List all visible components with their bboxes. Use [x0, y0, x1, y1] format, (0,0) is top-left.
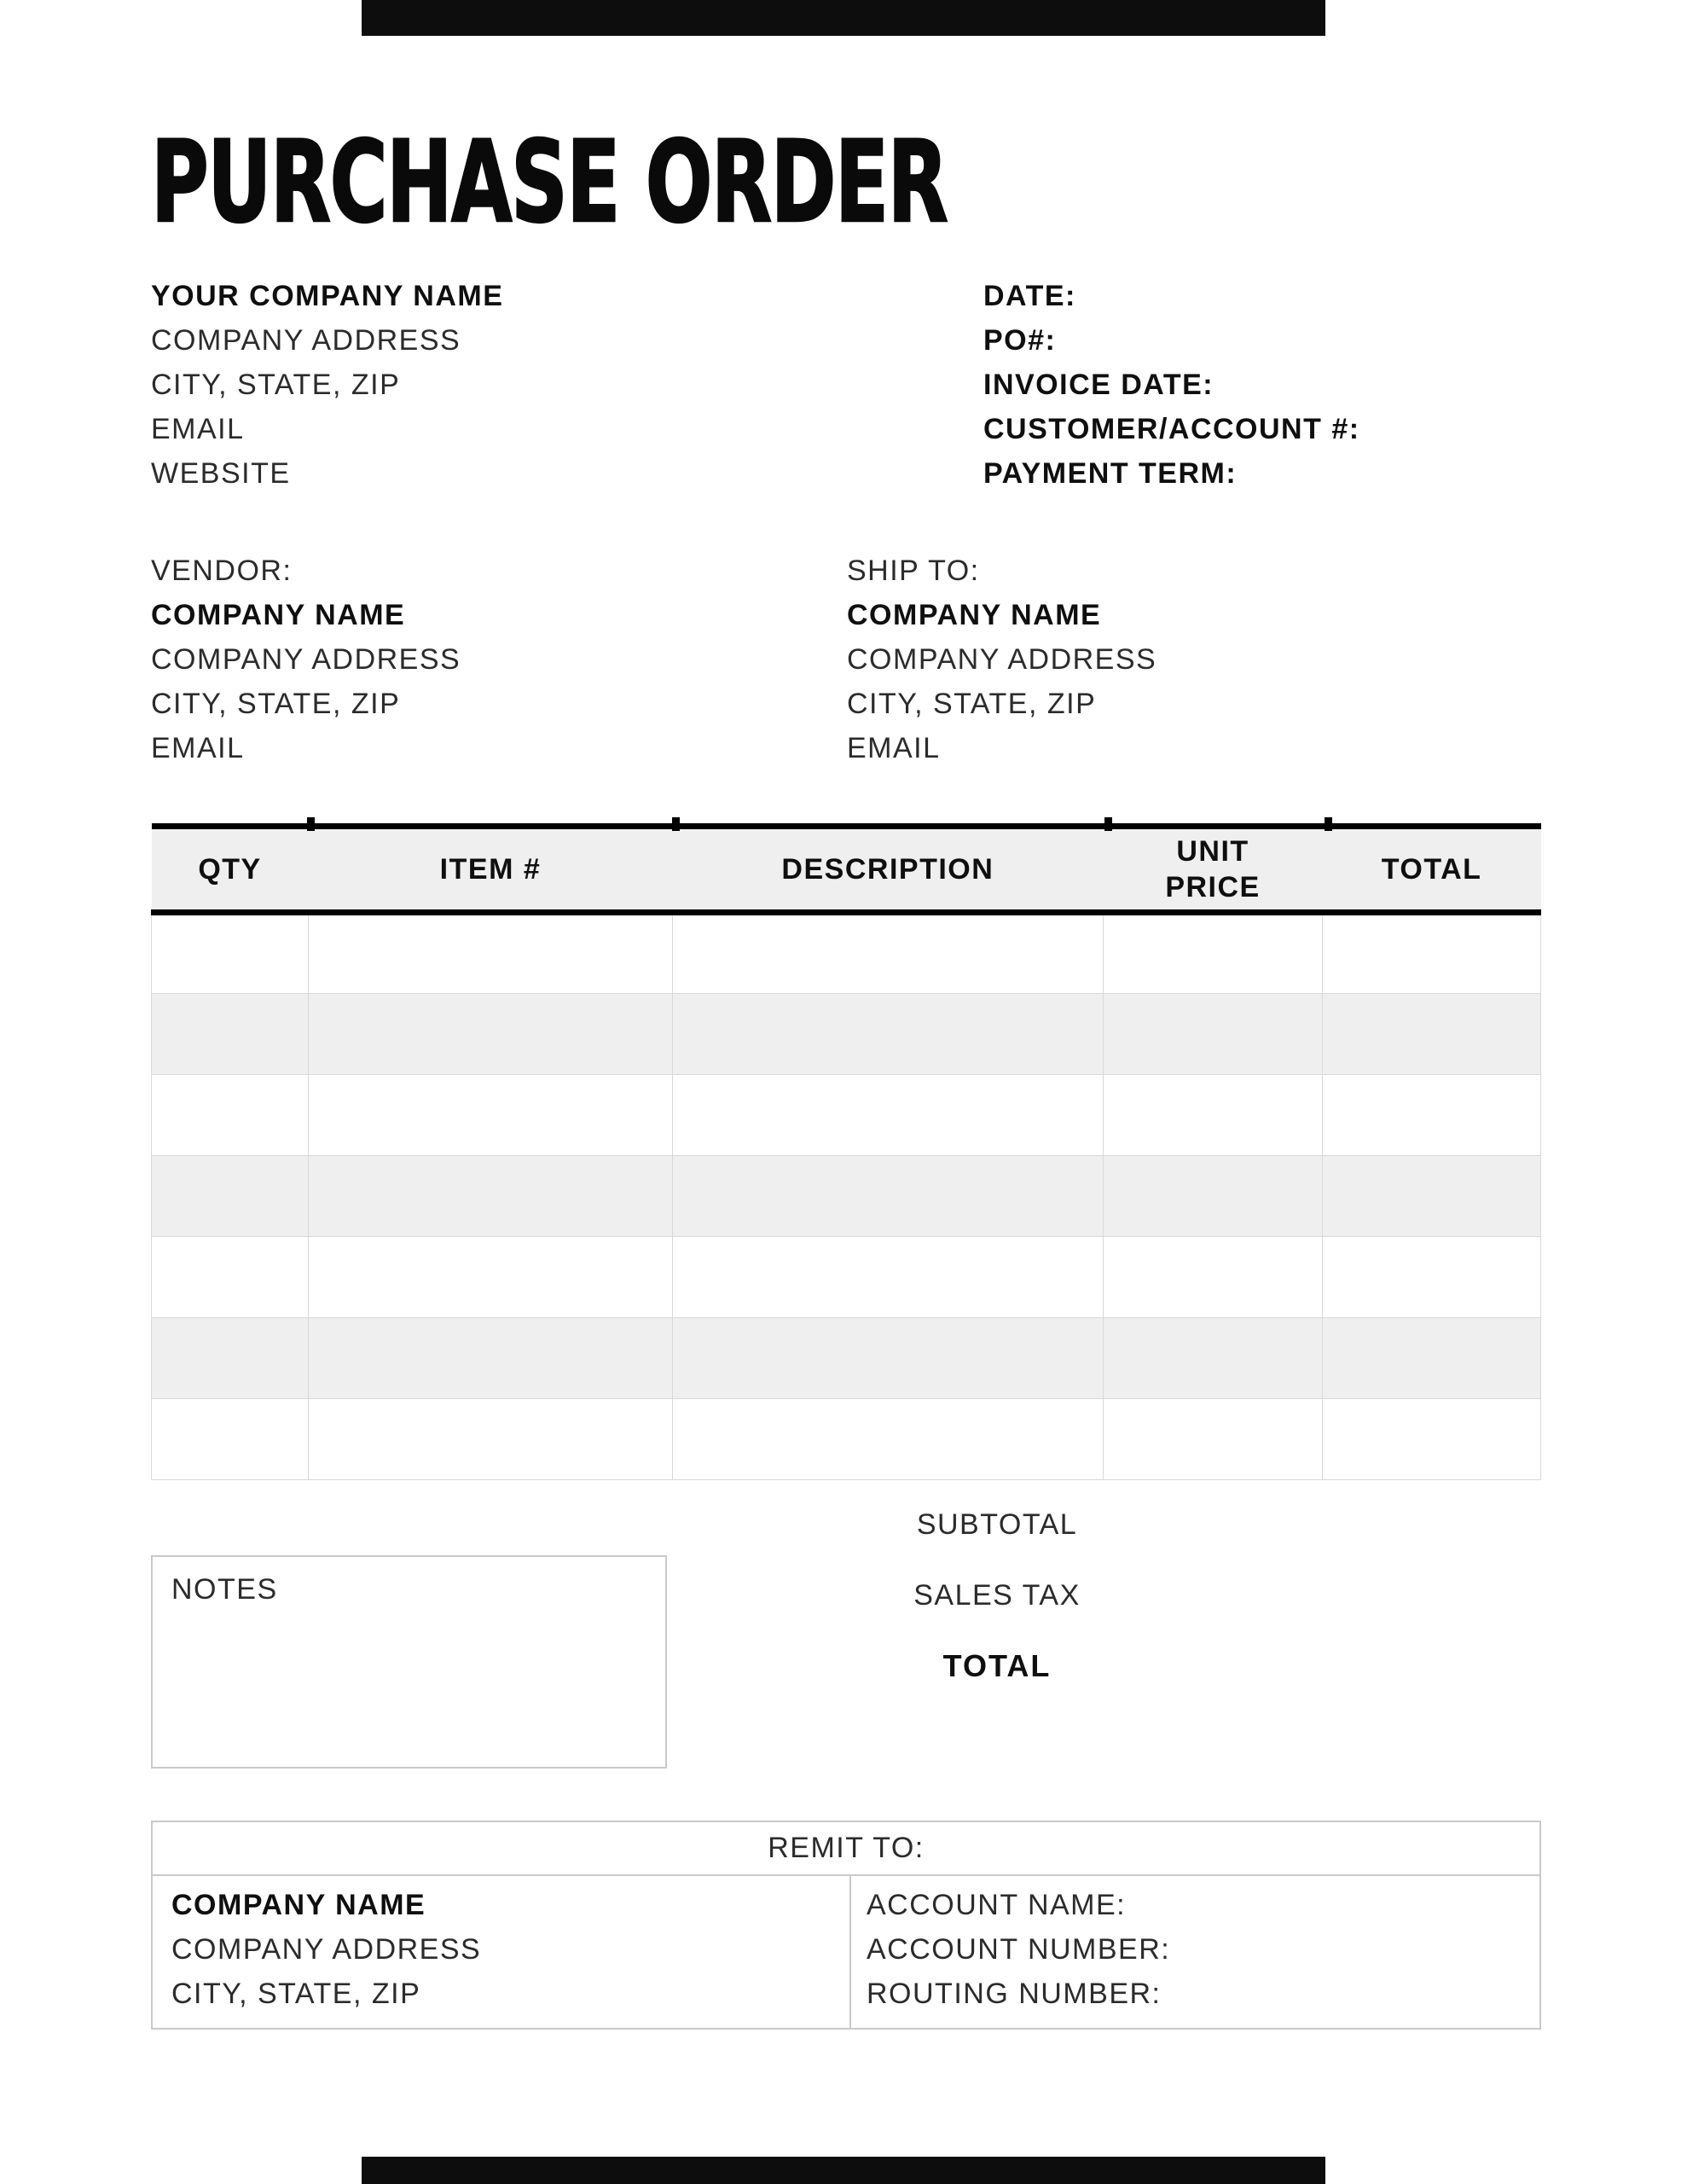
table-cell: [1323, 913, 1541, 994]
column-divider-tick: [307, 817, 315, 831]
subtotal-label: SUBTOTAL: [916, 1508, 1078, 1542]
table-cell: [1103, 913, 1322, 994]
table-cell: [152, 1156, 309, 1237]
table-row: [152, 1237, 1541, 1318]
ship-to-email: EMAIL: [847, 732, 941, 765]
table-cell: [1323, 994, 1541, 1075]
table-cell: [1103, 994, 1322, 1075]
table-cell: [152, 913, 309, 994]
column-divider-tick: [1104, 817, 1112, 831]
column-header: UNIT PRICE: [1103, 827, 1322, 913]
company-website: WEBSITE: [151, 457, 291, 491]
company-info-block: [151, 274, 983, 496]
table-cell: [1103, 1318, 1322, 1399]
table-cell: [309, 1399, 673, 1480]
ship-to-company-name: COMPANY NAME: [847, 599, 1102, 632]
table-cell: [152, 1075, 309, 1156]
table-cell: [152, 994, 309, 1075]
invoice-date-label: INVOICE DATE:: [983, 369, 1215, 402]
table-cell: [1103, 1399, 1322, 1480]
remit-company-city-state-zip: CITY, STATE, ZIP: [171, 1978, 421, 2011]
remit-account-block: [851, 1876, 1539, 2028]
ship-to-label: SHIP TO:: [847, 555, 980, 588]
column-divider-tick: [672, 817, 680, 831]
account-name-label: ACCOUNT NAME:: [867, 1889, 1127, 1922]
table-cell: [1323, 1075, 1541, 1156]
remit-to-header: REMIT TO:: [153, 1822, 1539, 1876]
table-row: [152, 1156, 1541, 1237]
remit-to-columns: [153, 1876, 1539, 2028]
page-title: PURCHASE ORDER: [151, 117, 948, 248]
table-cell: [672, 1156, 1103, 1237]
ship-to-block: [847, 549, 1541, 770]
header-row: [151, 274, 1541, 496]
vendor-address: COMPANY ADDRESS: [151, 643, 461, 677]
table-cell: [672, 1399, 1103, 1480]
vendor-block: [151, 549, 847, 770]
order-meta-block: [983, 274, 1541, 496]
po-number-label: PO#:: [983, 324, 1057, 357]
items-table: [151, 823, 1541, 1480]
table-cell: [672, 1318, 1103, 1399]
notes-box: [151, 1555, 667, 1769]
company-name: YOUR COMPANY NAME: [151, 280, 504, 313]
table-cell: [1323, 1237, 1541, 1318]
table-cell: [672, 1237, 1103, 1318]
vendor-company-name: COMPANY NAME: [151, 599, 406, 632]
table-cell: [672, 994, 1103, 1075]
column-divider-tick: [1325, 817, 1332, 831]
table-cell: [1103, 1156, 1322, 1237]
table-cell: [152, 1318, 309, 1399]
table-cell: [672, 913, 1103, 994]
vendor-city-state-zip: CITY, STATE, ZIP: [151, 688, 401, 721]
remit-company-block: [153, 1876, 851, 2028]
table-cell: [309, 994, 673, 1075]
total-label: TOTAL: [942, 1648, 1052, 1684]
account-number-label: ACCOUNT NUMBER:: [867, 1933, 1171, 1966]
table-cell: [309, 1075, 673, 1156]
column-header: QTY: [152, 827, 309, 913]
items-table-header-row: [152, 827, 1541, 913]
company-city-state-zip: CITY, STATE, ZIP: [151, 369, 401, 402]
column-header: TOTAL: [1323, 827, 1541, 913]
table-cell: [1103, 1237, 1322, 1318]
table-cell: [309, 1318, 673, 1399]
totals-block: [856, 1507, 1138, 1719]
company-address: COMPANY ADDRESS: [151, 324, 461, 357]
ship-to-city-state-zip: CITY, STATE, ZIP: [847, 688, 1097, 721]
vendor-email: EMAIL: [151, 732, 245, 765]
payment-term-label: PAYMENT TERM:: [983, 457, 1238, 491]
table-row: [152, 1399, 1541, 1480]
table-row: [152, 1318, 1541, 1399]
table-cell: [152, 1399, 309, 1480]
table-row: [152, 1075, 1541, 1156]
date-label: DATE:: [983, 280, 1076, 313]
remit-company-address: COMPANY ADDRESS: [171, 1933, 482, 1966]
table-cell: [152, 1237, 309, 1318]
routing-number-label: ROUTING NUMBER:: [867, 1978, 1162, 2011]
table-cell: [309, 913, 673, 994]
top-accent-bar: [362, 0, 1325, 36]
table-cell: [1323, 1318, 1541, 1399]
table-cell: [1323, 1399, 1541, 1480]
table-cell: [309, 1237, 673, 1318]
company-email: EMAIL: [151, 413, 245, 446]
table-cell: [672, 1075, 1103, 1156]
document-content: [0, 117, 1687, 2030]
sales-tax-label: SALES TAX: [913, 1579, 1081, 1612]
items-table-body: [152, 913, 1541, 1480]
parties-row: [151, 549, 1541, 770]
table-cell: [1323, 1156, 1541, 1237]
notes-label: NOTES: [171, 1573, 278, 1606]
column-header: DESCRIPTION: [672, 827, 1103, 913]
column-header: ITEM #: [309, 827, 673, 913]
remit-company-name: COMPANY NAME: [171, 1889, 426, 1922]
vendor-label: VENDOR:: [151, 555, 293, 588]
ship-to-address: COMPANY ADDRESS: [847, 643, 1157, 677]
customer-account-label: CUSTOMER/ACCOUNT #:: [983, 413, 1360, 446]
table-cell: [309, 1156, 673, 1237]
remit-to-box: [151, 1821, 1541, 2030]
table-row: [152, 994, 1541, 1075]
table-row: [152, 913, 1541, 994]
bottom-accent-bar: [362, 2157, 1325, 2184]
table-cell: [1103, 1075, 1322, 1156]
after-table-section: [151, 1480, 1541, 1821]
items-table-wrap: [151, 823, 1541, 1480]
